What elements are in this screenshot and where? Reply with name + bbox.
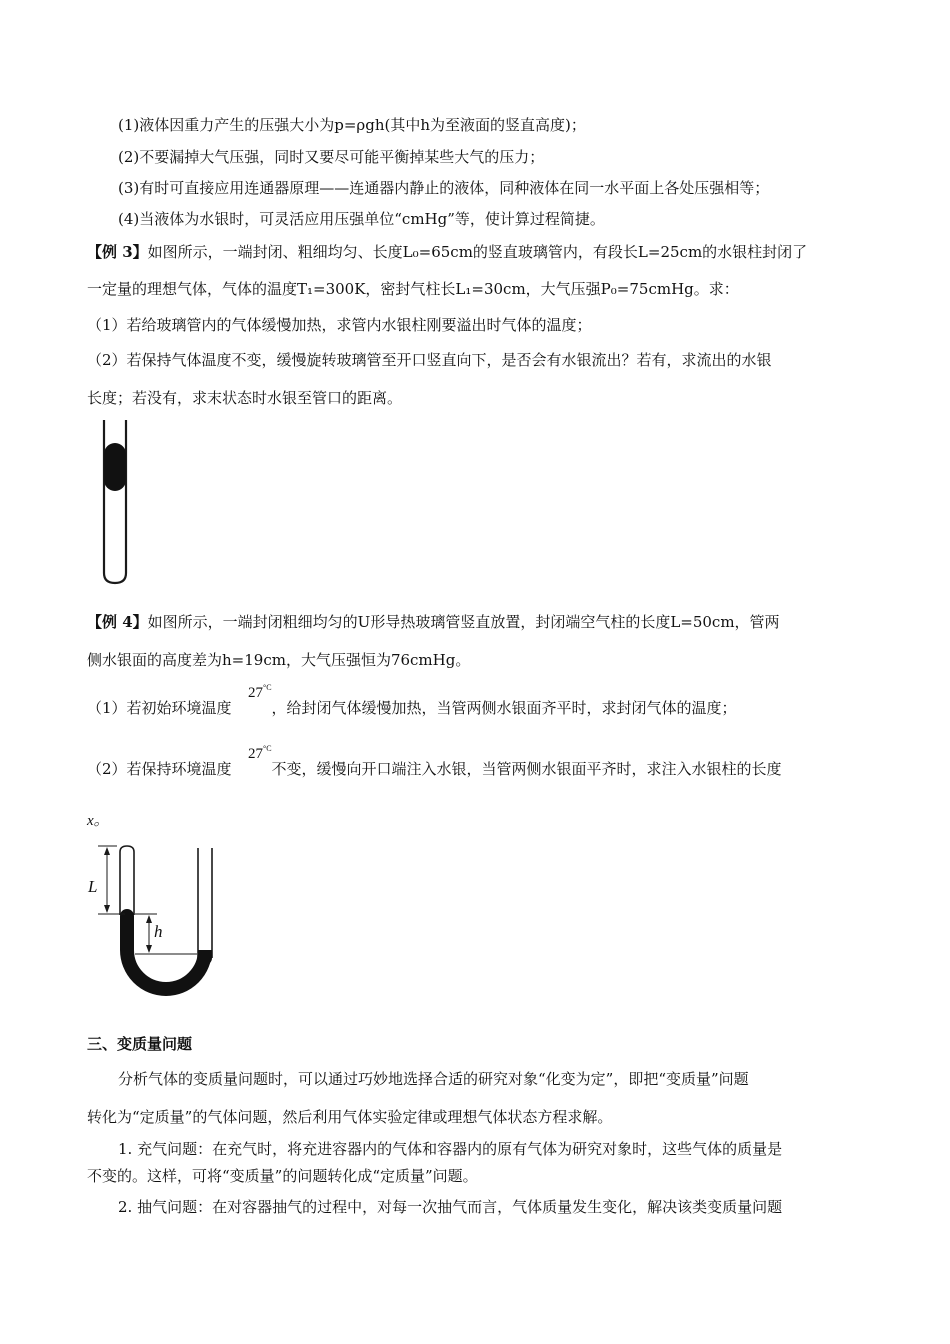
mercury-u — [127, 916, 205, 989]
example4-line1: 如图所示，一端封闭粗细均匀的U形导热玻璃管竖直放置，封闭端空气柱的长度L=50cm，管两 — [147, 613, 780, 631]
example3-question2b: 长度；若没有，求末状态时水银至管口的距离。 — [87, 389, 403, 407]
example3-question2a: （2）若保持气体温度不变，缓慢旋转玻璃管至开口竖直向下，是否会有水银流出？若有，求流出的水银 — [87, 351, 772, 369]
example4-question2: （2）若保持环境温度 不变，缓慢向开口端注入水银，当管两侧水银面平齐时，求注入水银柱的长度 — [87, 760, 782, 778]
temperature-1: $27^{^\circ C}$ — [248, 683, 272, 701]
example4-label: 【例 4】 — [87, 613, 148, 631]
example3-line2: 一定量的理想气体，气体的温度T₁=300K，密封气柱长L₁=30cm，大气压强P₀=75cmHg。求： — [87, 280, 739, 298]
tip-2: (2)不要漏掉大气压强，同时又要尽可能平衡掉某些大气的压力； — [118, 148, 545, 166]
tip-3: (3)有时可直接应用连通器原理——连通器内静止的液体，同种液体在同一水平面上各处压强相等； — [118, 179, 770, 197]
section-paragraph1b: 转化为“定质量”的气体问题，然后利用气体实验定律或理想气体状态方程求解。 — [87, 1108, 613, 1126]
label-h: h — [154, 922, 163, 941]
example3-label: 【例 3】 — [87, 243, 148, 261]
example3-intro — [87, 242, 863, 262]
label-L: L — [88, 877, 98, 896]
tube-figure — [95, 415, 140, 590]
section-paragraph2a: 1. 充气问题：在充气时，将充进容器内的气体和容器内的原有气体为研究对象时，这些气体的质量是 — [118, 1140, 783, 1158]
example3-question1: （1）若给玻璃管内的气体缓慢加热，求管内水银柱刚要溢出时气体的温度； — [87, 316, 592, 334]
example3-line1: 如图所示，一端封闭、粗细均匀、长度L₀=65cm的竖直玻璃管内，有段长L=25cm的水银柱封闭了 — [147, 243, 808, 261]
section-title: 三、变质量问题 — [87, 1035, 193, 1053]
temperature-2: $27^{^\circ C}$ — [248, 744, 272, 762]
example4-intro — [87, 612, 863, 632]
example4-question2-end: x。 — [87, 813, 109, 829]
tip-4: (4)当液体为水银时，可灵活应用压强单位“cmHg”等，使计算过程简捷。 — [118, 210, 605, 228]
section-paragraph2b: 不变的。这样，可将“变质量”的问题转化成“定质量”问题。 — [87, 1167, 478, 1185]
mercury-column — [104, 443, 126, 491]
tip-1: (1)液体因重力产生的压强大小为p=ρgh(其中h为至液面的竖直高度)； — [118, 116, 586, 134]
section-paragraph1a: 分析气体的变质量问题时，可以通过巧妙地选择合适的研究对象“化变为定”，即把“变质量”问题 — [118, 1070, 749, 1088]
example4-question1: （1）若初始环境温度 ，给封闭气体缓慢加热，当管两侧水银面齐平时，求封闭气体的温度； — [87, 699, 737, 717]
example4-line2: 侧水银面的高度差为h=19cm，大气压强恒为76cmHg。 — [87, 651, 471, 669]
section-paragraph3a: 2. 抽气问题：在对容器抽气的过程中，对每一次抽气而言，气体质量发生变化，解决该类变质量问题 — [118, 1198, 783, 1216]
